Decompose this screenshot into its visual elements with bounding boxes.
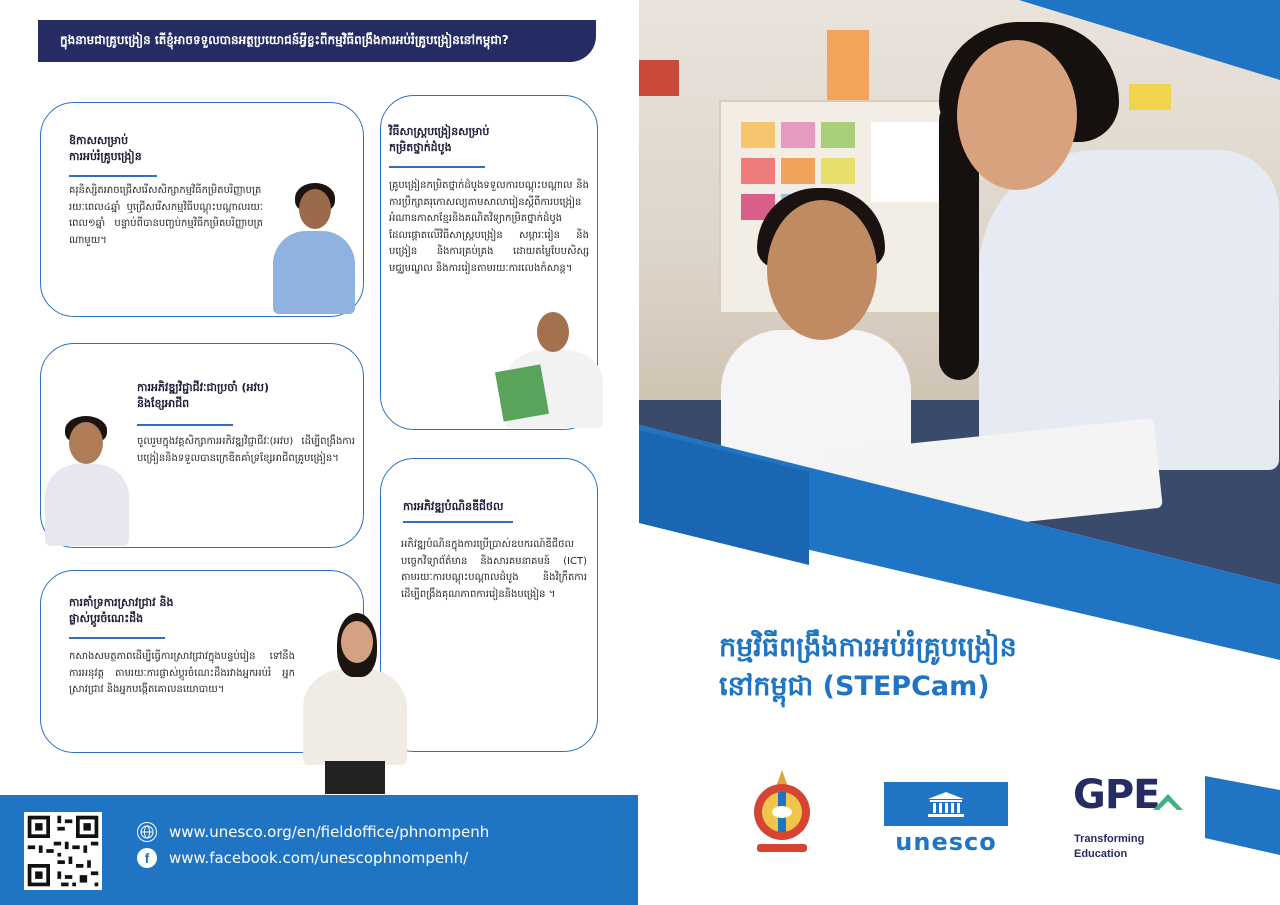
card-teacher-education (40, 102, 364, 317)
website-url[interactable]: www.unesco.org/en/fieldoffice/phnompenh (169, 823, 490, 841)
facebook-url[interactable]: www.facebook.com/unescophnompenh/ (169, 849, 469, 867)
card-divider (137, 424, 233, 426)
book-icon (495, 364, 549, 421)
card-early-grade-pedagogy (380, 95, 598, 430)
question-banner (38, 20, 596, 62)
portrait-face (341, 621, 373, 663)
card-cpd-career (40, 343, 364, 548)
card-body: គរុនិស្សិតអាចជ្រើសរើសសិក្សាកម្មវិធីកម្រិតបរិញ្ញាបត្ររយៈពេល៤ឆ្នាំ ឬជ្រើសរើសកម្មវិធីបណ្តុះបណ្តាលរយៈពេល១ឆ្នាំ បន្ទាប់ពីបានបញ្ចប់កម្មវិធីកម្រិតបរិញ្ញាបត្រណាមួយ។ (69, 185, 263, 246)
ministry-emblem-logo (749, 766, 815, 858)
card-title-line: ការអភិវឌ្ឍបំណិនឌីជីថល (403, 500, 504, 513)
portrait-shirt (273, 231, 355, 314)
gpe-chevron-icon (1153, 790, 1183, 814)
cover-panel (639, 0, 1280, 905)
card-title-line: កម្រិតថ្នាក់ដំបូង (389, 140, 452, 154)
cover-title-line1: កម្មវិធីពង្រឹងការអប់រំគ្រូបង្រៀន (719, 632, 1017, 663)
teacher-portrait-woman-blue-shirt (269, 183, 359, 318)
left-panel (0, 0, 638, 905)
teacher-portrait-woman-white-blouse (41, 414, 133, 549)
card-title (137, 380, 357, 412)
unesco-wordmark: unesco (895, 828, 997, 856)
gpe-wordmark: GPE (1073, 772, 1160, 818)
card-title (389, 124, 589, 156)
card-title-line: ការអប់រំគ្រូបង្រៀន (69, 149, 142, 163)
card-title-line: ការអភិវឌ្ឍវិជ្ជាជីវៈជាប្រចាំ (អវប) (137, 381, 270, 394)
card-divider (69, 175, 157, 177)
gpe-tagline-line: Education (1074, 847, 1128, 860)
card-title-line: ការគាំទ្រការស្រាវជ្រាវ និង (69, 596, 174, 609)
gpe-tagline-line: Transforming (1074, 833, 1145, 845)
qr-code[interactable] (24, 812, 102, 890)
card-research-support (40, 570, 364, 753)
portrait-face (537, 312, 569, 352)
card-body: កសាងសមត្ថភាពដើម្បីធ្វើការស្រាវជ្រាវក្នុងបន្ទប់រៀន ទៅនឹងការអនុវត្ត តាមរយៈការផ្លាស់ប្តូរចំណេះដឹងរវាងអ្នកអប់រំ អ្នកស្រាវជ្រាវ និងអ្នកបង្កើតគោលនយោបាយ។ (69, 651, 295, 695)
globe-icon-svg (140, 825, 154, 839)
card-divider (403, 521, 513, 523)
teacher-portrait-man-holding-book (497, 306, 607, 431)
card-divider (389, 166, 485, 168)
portrait-shirt (303, 669, 407, 765)
portrait-shirt (45, 464, 129, 546)
card-body: ចូលរួមក្នុងវគ្គសិក្សាការអភិវឌ្ឍវិជ្ជាជីវៈ(អវប) ដើម្បីពង្រឹងការបង្រៀននិងទទួលបានក្រេឌីតគាំទ្រខ្សែអាជីពគ្រូបង្រៀន។ (137, 436, 355, 464)
top-right-accent (1019, 0, 1280, 80)
card-title-line: ផ្លាស់ប្តូរចំណេះដឹង (69, 611, 144, 625)
card-divider (69, 637, 165, 639)
card-title-line: វិធីសាស្ត្របង្រៀនសម្រាប់ (389, 125, 490, 138)
card-body: អភិវឌ្ឍបំណិនក្នុងការប្រើប្រាស់ឧបករណ៍ឌីជីថល បច្ចេកវិទ្យាព័ត៌មាន និងសារគមនាគមន៍ (ICT) តាមរយៈការបណ្តុះបណ្តាលដំបូង និងវិក្រឹតការ ដើម្បីពង្រឹងគុណភាពការរៀននិងបង្រៀន ។ (401, 539, 587, 600)
card-title (69, 133, 229, 165)
teacher-portrait-woman-long-hair (297, 611, 415, 794)
facebook-link[interactable] (137, 848, 468, 868)
facebook-icon: f (137, 848, 157, 868)
globe-icon (137, 822, 157, 842)
portrait-skirt (325, 761, 385, 794)
contact-footer (0, 795, 638, 905)
unesco-temple-icon (926, 790, 966, 818)
card-title (69, 595, 269, 627)
cover-title (719, 628, 1017, 706)
card-title (403, 499, 593, 515)
website-link[interactable] (137, 822, 489, 842)
card-title-line: និងខ្សែអាជីព (137, 396, 190, 410)
cover-title-line2: នៅកម្ពុជា (STEPCam) (719, 671, 990, 703)
unesco-logo-box (884, 782, 1008, 826)
card-title-line: ឱកាសសម្រាប់ (69, 134, 129, 147)
card-body: គ្រូបង្រៀនកម្រិតថ្នាក់ដំបូងទទួលការបណ្តុះបណ្តាល និងការប្រឹក្សាគរុកោសល្យតាមសាលារៀនស្តីពីការបង្រៀនអំណានភាសាខ្មែរនិងគណិតវិទ្យាកម្រិតថ្នាក់ដំបូង ដែលផ្តោតលើវិធីសាស្ត្របង្រៀន សម្ភារៈរៀន និងបង្រៀន និងការគ្រប់គ្រង ដោយតម្លៃបែបសិស្សមជ្ឈមណ្ឌល និងការរៀនតាមរយៈការលេងកំសាន្ត។ (389, 180, 589, 274)
portrait-face (299, 189, 331, 229)
question-text: ក្នុងនាមជាគ្រូបង្រៀន តើខ្ញុំអាចទទួលបានអត្ថប្រយោជន៍អ្វីខ្លះពីកម្មវិធីពង្រឹងការអប់រំគ្រូបង្រៀននៅកម្ពុជា? (60, 33, 509, 47)
gpe-tagline (1074, 832, 1144, 862)
decorative-shapes (639, 0, 1280, 905)
portrait-face (69, 422, 103, 464)
